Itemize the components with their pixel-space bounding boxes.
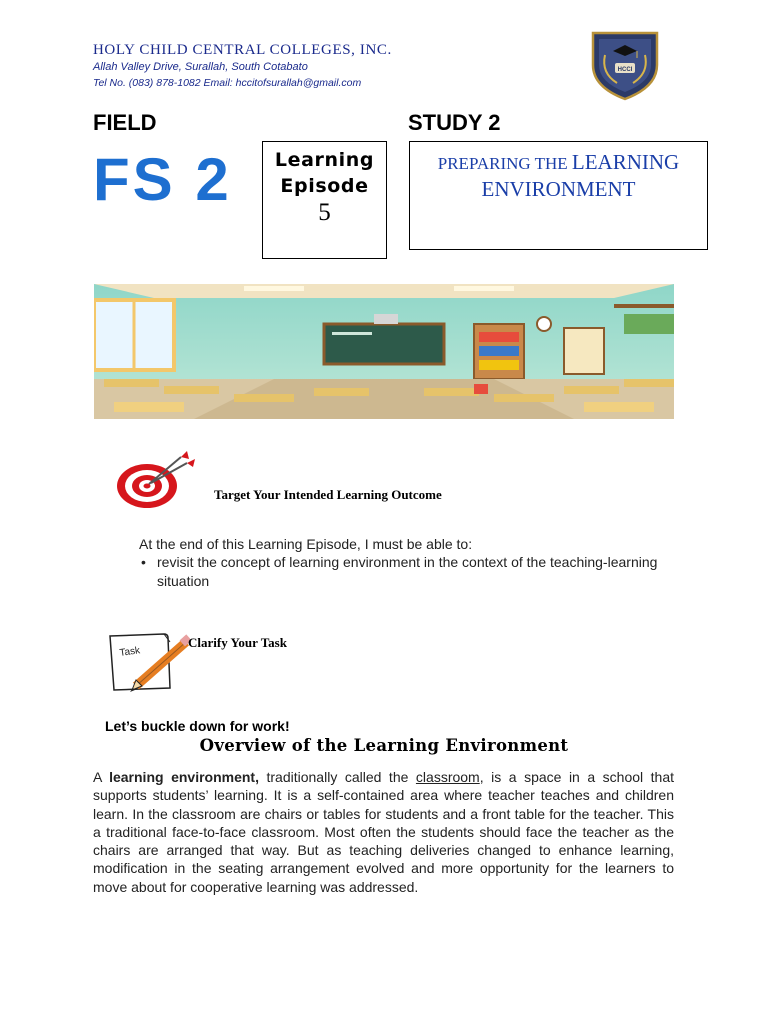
episode-number: 5 [318, 199, 331, 226]
outcome-list [139, 553, 679, 591]
study-label: STUDY 2 [408, 110, 501, 135]
classroom-banner-image [94, 284, 674, 419]
para-mid: traditionally called the [258, 769, 416, 785]
target-heading: Target Your Intended Learning Outcome [214, 487, 442, 502]
episode-title-line1 [410, 150, 707, 175]
overview-heading: Overview of the Learning Environment [199, 736, 569, 755]
school-address: Allah Valley Drive, Surallah, South Cotabato [93, 61, 308, 73]
para-rest: , is a space in a school that supports students’ learning. It is a self-contained area where teacher teaches and children learn. In the classroom are chairs or tables for students and a front table for the teacher. This a traditional face-to-face classroom. Most often the students should face the teacher as the chairs are arranged that way. But as teaching deliveries changed to enhance learning, modification in the seating arrangement evolved and more opportunity for the learners to move about for cooperative learning was addressed. [93, 769, 675, 895]
school-contact: Tel No. (083) 878-1082 Email: hccitofsurallah@gmail.com [93, 77, 362, 89]
title-prefix: PREPARING THE [437, 154, 572, 173]
episode-box [262, 141, 387, 259]
outcome-item: • revisit the concept of learning environment in the context of the teaching-learning situation [139, 553, 679, 591]
episode-line2: Episode [280, 175, 369, 197]
buckle-down-line: Let’s buckle down for work! [105, 718, 290, 734]
para-bold-term: learning environment, [109, 769, 259, 785]
episode-title-box [409, 141, 708, 250]
classroom-term: classroom [415, 769, 480, 785]
svg-text:Task: Task [118, 645, 141, 659]
episode-line1: Learning [274, 149, 375, 171]
field-label: FIELD [93, 110, 157, 135]
title-big-word: LEARNING [571, 150, 680, 174]
task-pencil-icon [106, 628, 190, 694]
svg-text:HCCI: HCCI [617, 67, 633, 73]
para-start: A [93, 769, 110, 785]
target-icon [109, 447, 201, 517]
school-name: HOLY CHILD CENTRAL COLLEGES, INC. [93, 42, 392, 58]
episode-title-line2: ENVIRONMENT [481, 177, 636, 201]
outcome-intro: At the end of this Learning Episode, I must be able to: [139, 536, 473, 552]
course-code: FS 2 [93, 146, 232, 213]
school-logo-icon [587, 25, 663, 101]
overview-paragraph [93, 768, 674, 896]
task-heading: Clarify Your Task [188, 635, 287, 650]
